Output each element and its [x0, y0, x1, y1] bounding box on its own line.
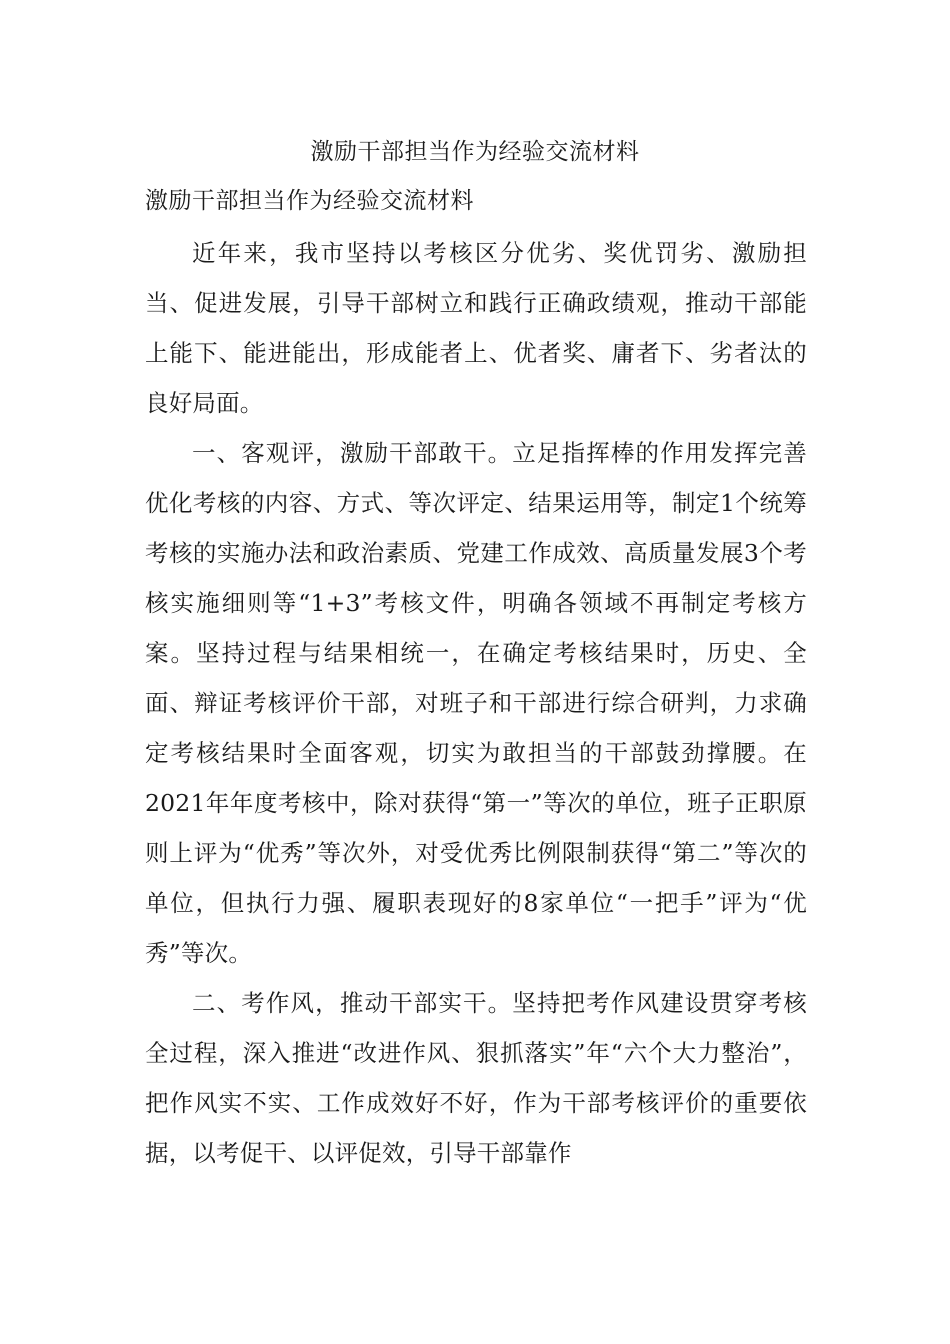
- paragraph-section-2: 二、考作风，推动干部实干。坚持把考作风建设贯穿考核全过程，深入推进“改进作风、狠抓落实”年“六个大力整治”，把作风实不实、工作成效好不好，作为干部考核评价的重要依据，以考促干、以评促效，引导干部靠作: [145, 989, 807, 1167]
- paragraph-section-1: 一、客观评，激励干部敢干。立足指挥棒的作用发挥完善优化考核的内容、方式、等次评定、结果运用等，制定1个统筹考核的实施办法和政治素质、党建工作成效、高质量发展3个考核实施细则等“1+3”考核文件，明确各领域不再制定考核方案。坚持过程与结果相统一，在确定考核结果时，历史、全面、辩证考核评价干部，对班子和干部进行综合研判，力求确定考核结果时全面客观，切实为敢担当的干部鼓劲撑腰。在2021年年度考核中，除对获得“第一”等次的单位，班子正职原则上评为“优秀”等次外，对受优秀比例限制获得“第二”等次的单位，但执行力强、履职表现好的8家单位“一把手”评为“优秀”等次。: [145, 439, 807, 967]
- paragraph-intro: 近年来，我市坚持以考核区分优劣、奖优罚劣、激励担当、促进发展，引导干部树立和践行正确政绩观，推动干部能上能下、能进能出，形成能者上、优者奖、庸者下、劣者汰的良好局面。: [145, 239, 807, 417]
- document-body: [145, 182, 807, 1178]
- document-title: 激励干部担当作为经验交流材料: [310, 139, 640, 165]
- document-subtitle: 激励干部担当作为经验交流材料: [145, 188, 474, 214]
